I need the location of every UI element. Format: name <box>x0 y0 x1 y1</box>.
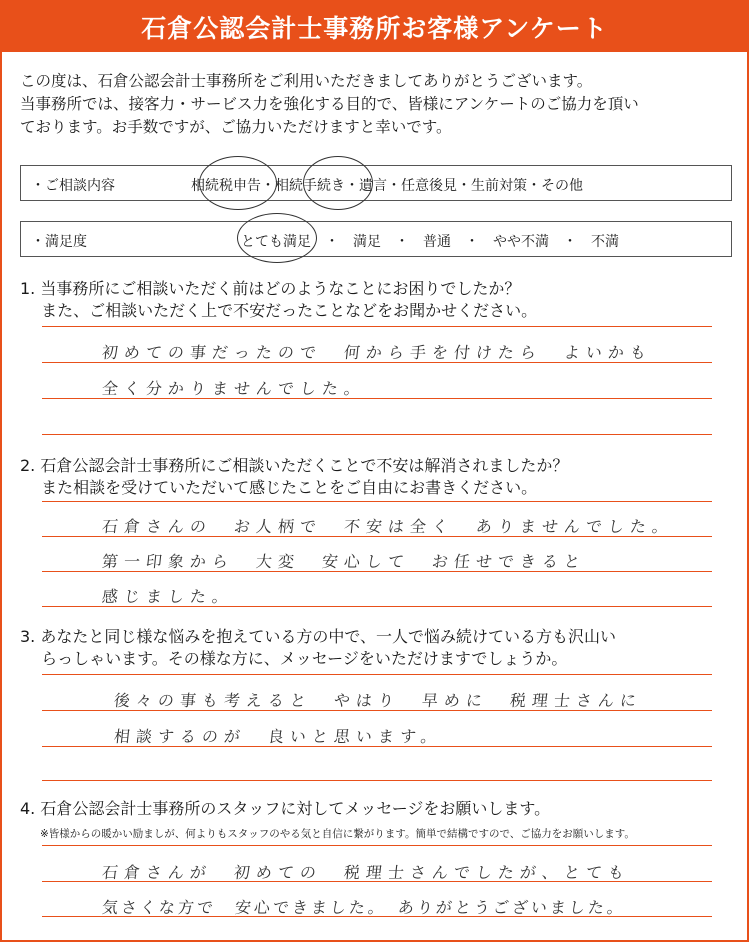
question-line: 3. あなたと同じ様な悩みを抱えている方の中で、一人で悩み続けている方も沢山い <box>20 627 617 646</box>
question-2 <box>20 455 735 499</box>
intro-text <box>20 70 735 139</box>
satisfaction-box <box>20 221 732 257</box>
handwritten-answer: 初めての事だったので 何から手を付けたら よいかも <box>100 343 653 362</box>
question-line: また、ご相談いただく上で不安だったことなどをお聞かせください。 <box>20 301 538 320</box>
selection-circle <box>303 156 373 210</box>
handwritten-answer: 気さくな方で 安心できました。 ありがとうございました。 <box>100 898 627 917</box>
intro-line: ております。お手数ですが、ご協力いただけますと幸いです。 <box>20 118 452 136</box>
consultation-label: ・ご相談内容 <box>31 178 115 194</box>
consultation-options: 相続税申告・相続手続き・遺言・任意後見・生前対策・その他 <box>191 178 583 194</box>
satisfaction-label: ・満足度 <box>31 234 87 250</box>
answer-rule <box>42 845 712 846</box>
answer-rule <box>42 780 712 781</box>
question-line: 4. 石倉公認会計士事務所のスタッフに対してメッセージをお願いします。 <box>20 799 551 818</box>
intro-line: 当事務所では、接客力・サービス力を強化する目的で、皆様にアンケートのご協力を頂い <box>20 95 639 113</box>
handwritten-answer: 後々の事も考えると やはり 早めに 税理士さんに <box>112 691 643 710</box>
question-3 <box>20 626 735 670</box>
handwritten-answer: 石倉さんの お人柄で 不安は全く ありませんでした。 <box>100 517 675 536</box>
question-line: 1. 当事務所にご相談いただく前はどのようなことにお困りでしたか？ <box>20 279 521 298</box>
title-bar <box>2 2 747 52</box>
selection-circle <box>199 156 277 210</box>
handwritten-answer: 相談するのが 良いと思います。 <box>112 727 444 746</box>
answer-rule <box>42 501 712 502</box>
consultation-box <box>20 165 732 201</box>
handwritten-answer: 全く分かりませんでした。 <box>100 379 367 398</box>
page-title: 石倉公認会計士事務所お客様アンケート <box>141 14 608 43</box>
intro-line: この度は、石倉公認会計士事務所をご利用いただきましてありがとうございます。 <box>20 72 593 90</box>
question-line: また相談を受けていただいて感じたことをご自由にお書きください。 <box>20 478 538 497</box>
handwritten-answer: 石倉さんが 初めての 税理士さんでしたが、とても <box>100 863 631 882</box>
question-1 <box>20 278 735 322</box>
answer-rule <box>42 434 712 435</box>
question-4-note: ※皆様からの暖かい励ましが、何よりもスタッフのやる気と自信に繋がります。簡単で結構ですので、ご協力をお願いします。 <box>40 828 635 840</box>
question-4 <box>20 798 735 820</box>
handwritten-answer: 第一印象から 大変 安心して お任せできると <box>100 552 587 571</box>
question-line: らっしゃいます。その様な方に、メッセージをいただけますでしょうか。 <box>20 649 568 668</box>
question-line: 2. 石倉公認会計士事務所にご相談いただくことで不安は解消されましたか？ <box>20 456 569 475</box>
selection-circle <box>237 213 317 263</box>
answer-rule <box>42 326 712 327</box>
answer-rule <box>42 674 712 675</box>
handwritten-answer: 感じました。 <box>100 587 235 606</box>
satisfaction-options: とても満足 ・ 満足 ・ 普通 ・ やや不満 ・ 不満 <box>241 234 619 250</box>
